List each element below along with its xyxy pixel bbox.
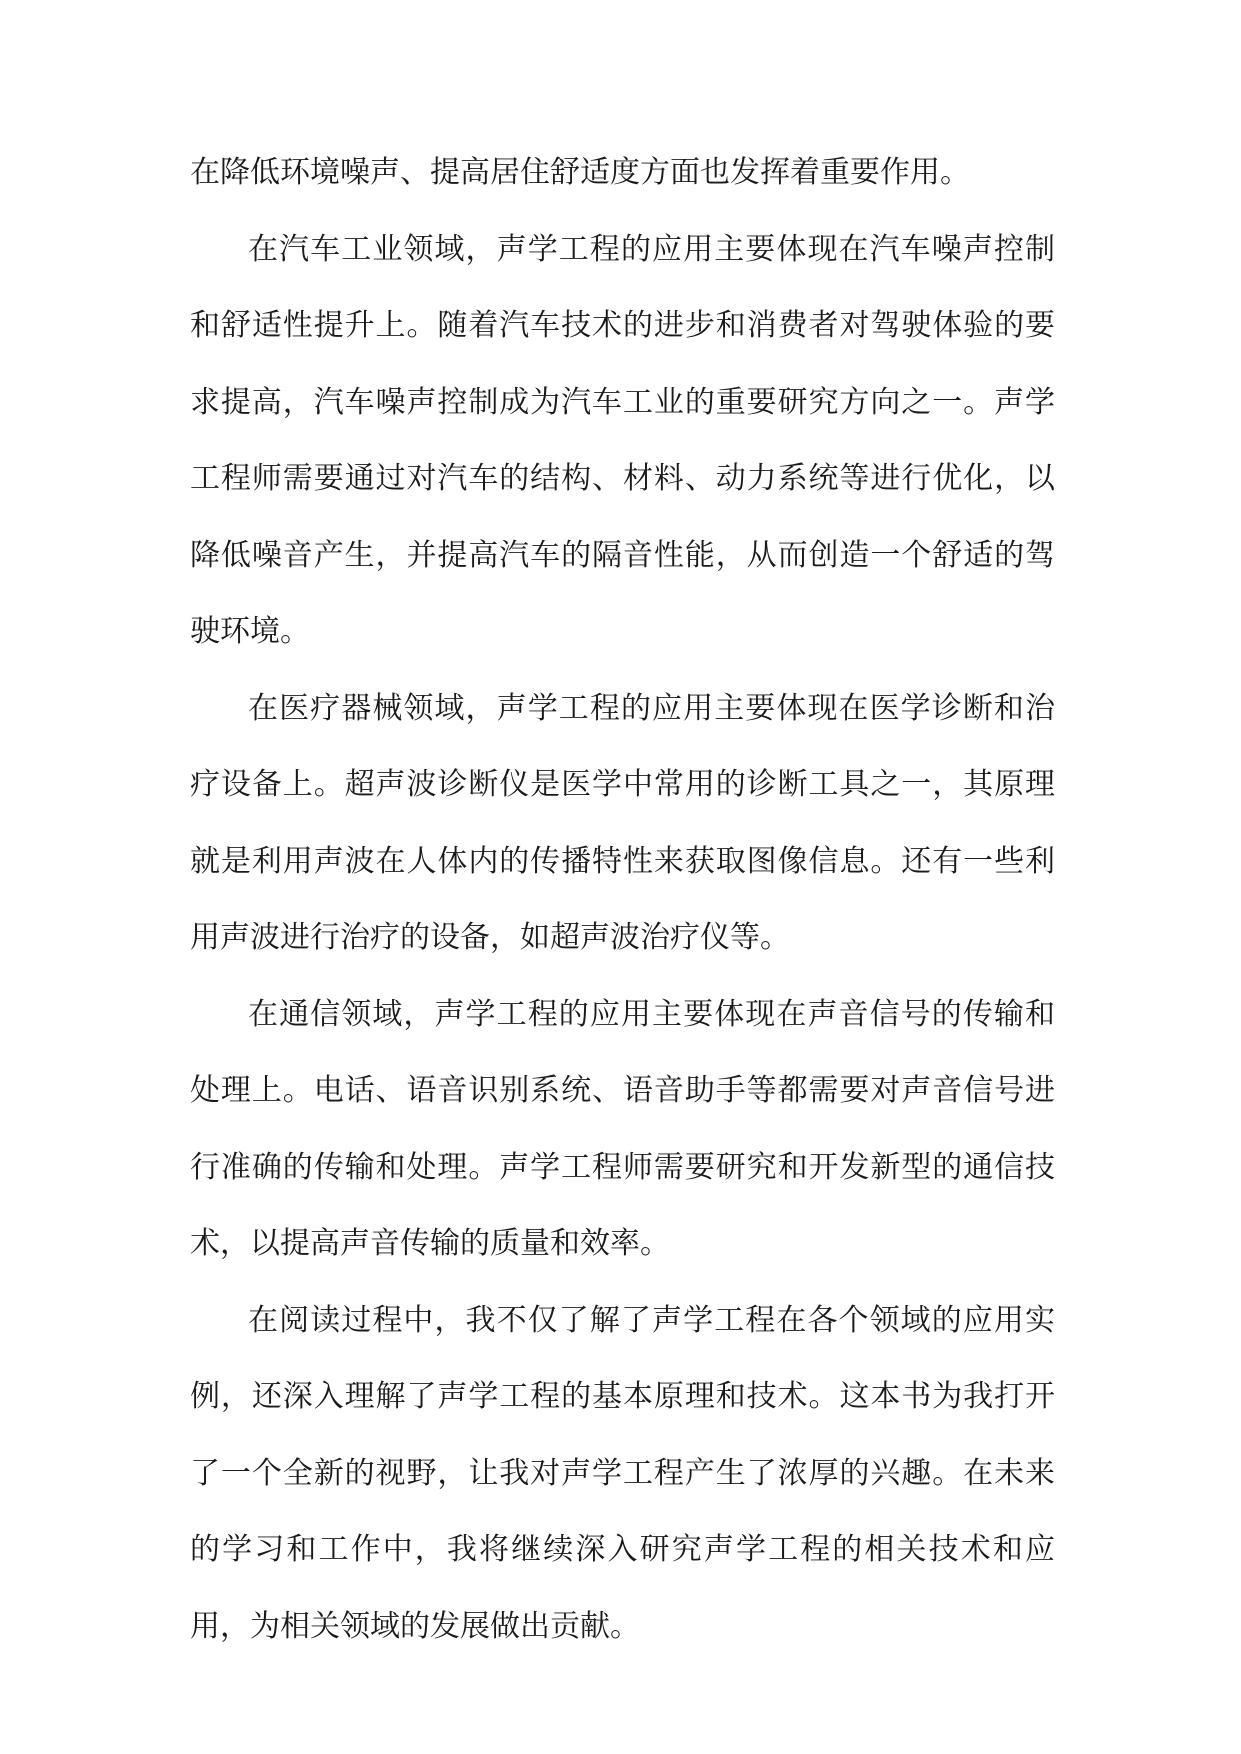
paragraph-automotive: 在汽车工业领域，声学工程的应用主要体现在汽车噪声控制和舒适性提升上。随着汽车技术的进步和消费者对驾驶体验的要求提高，汽车噪声控制成为汽车工业的重要研究方向之一。声学工程师需要通过对汽车的结构、材料、动力系统等进行优化，以降低噪音产生，并提高汽车的隔音性能，从而创造一个舒适的驾驶环境。 <box>190 231 1055 649</box>
paragraph-communication: 在通信领域，声学工程的应用主要体现在声音信号的传输和处理上。电话、语音识别系统、语音助手等都需要对声音信号进行准确的传输和处理。声学工程师需要研究和开发新型的通信技术，以提高声音传输的质量和效率。 <box>190 996 1055 1261</box>
paragraph-medical: 在医疗器械领域，声学工程的应用主要体现在医学诊断和治疗设备上。超声波诊断仪是医学中常用的诊断工具之一，其原理就是利用声波在人体内的传播特性来获取图像信息。还有一些利用声波进行治疗的设备，如超声波治疗仪等。 <box>190 690 1055 955</box>
paragraph-conclusion: 在阅读过程中，我不仅了解了声学工程在各个领域的应用实例，还深入理解了声学工程的基本原理和技术。这本书为我打开了一个全新的视野，让我对声学工程产生了浓厚的兴趣。在未来的学习和工作中，我将继续深入研究声学工程的相关技术和应用，为相关领域的发展做出贡献。 <box>190 1302 1055 1644</box>
document-body <box>190 135 1055 1665</box>
paragraph-continuation: 在降低环境噪声、提高居住舒适度方面也发挥着重要作用。 <box>190 155 970 190</box>
